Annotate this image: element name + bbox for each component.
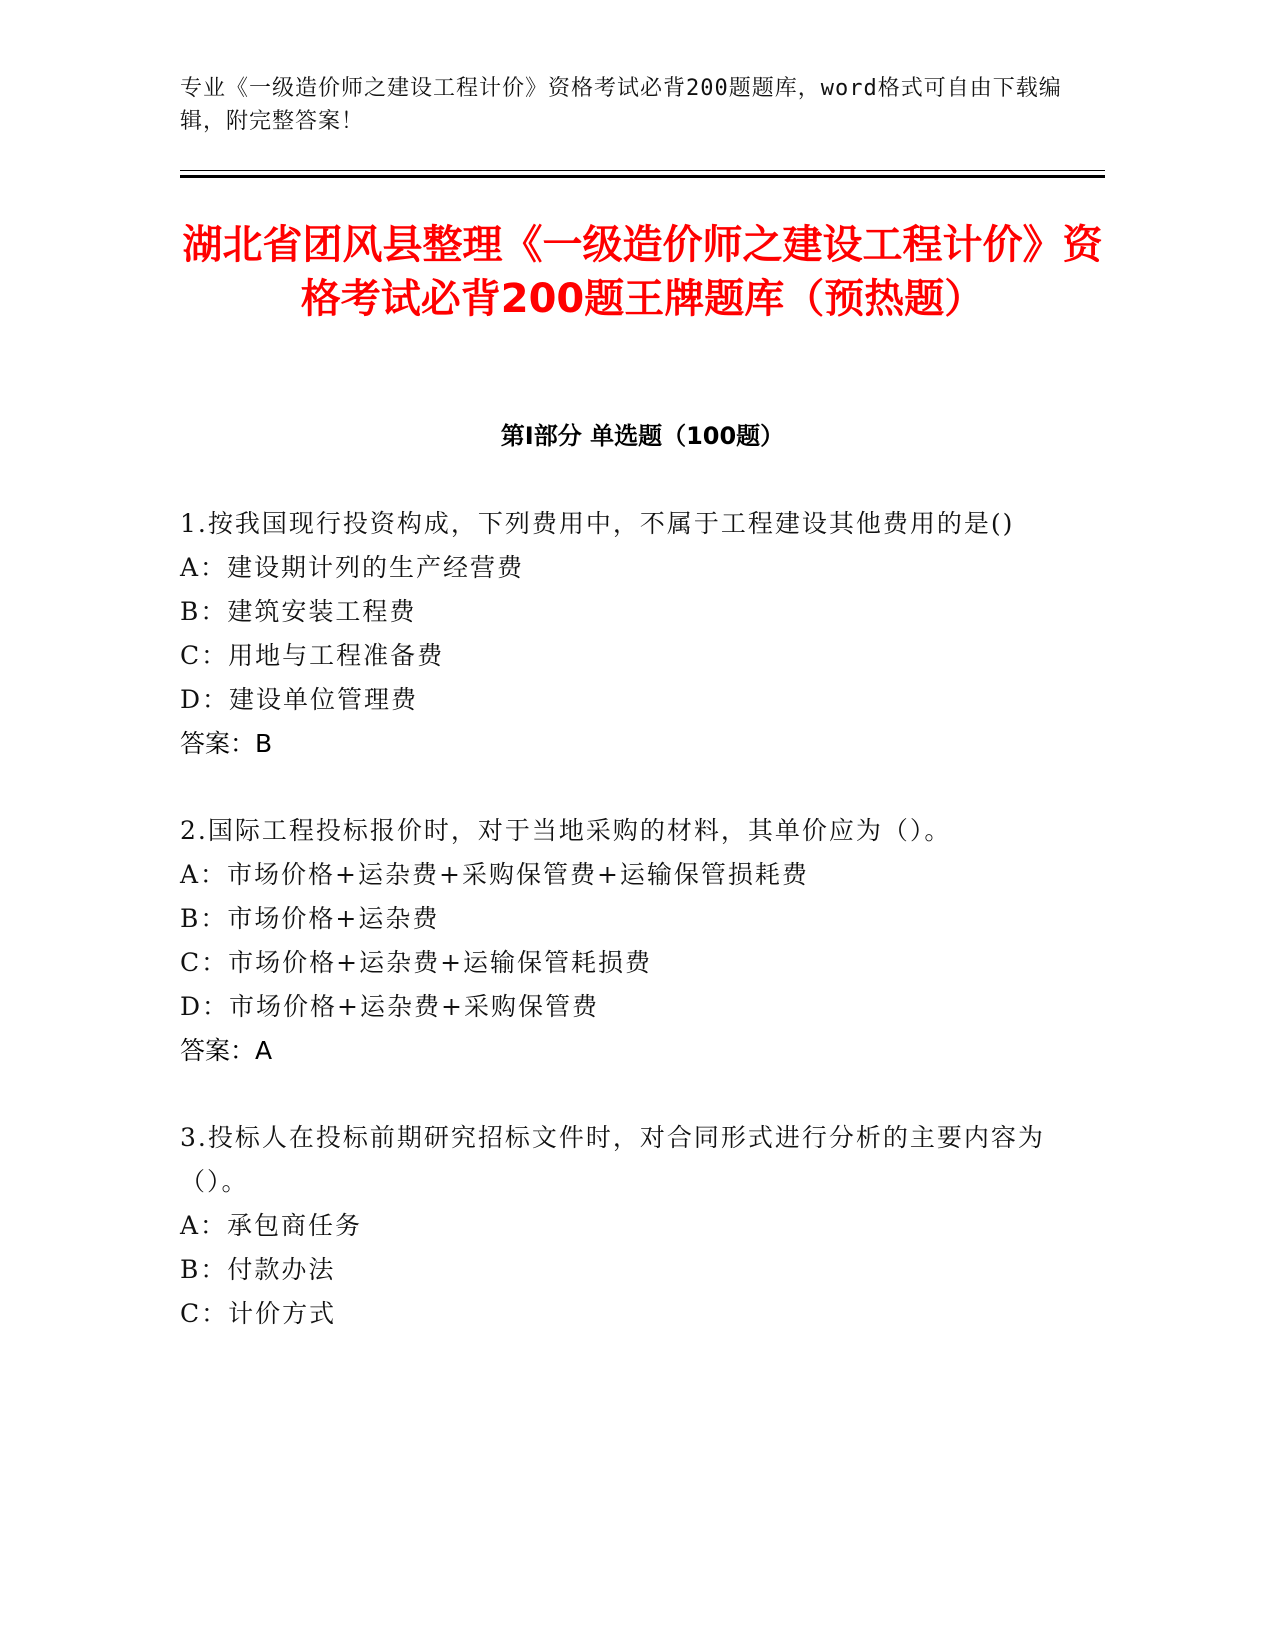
section-title: 第Ⅰ部分 单选题（100题） [500, 422, 785, 450]
question-1 [180, 502, 1105, 766]
header-divider-thin [180, 170, 1105, 171]
question-stem: 2.国际工程投标报价时，对于当地采购的材料，其单价应为（）。 [180, 816, 952, 845]
answer: 答案：B [180, 729, 273, 758]
document-title: 湖北省团风县整理《一级造价师之建设工程计价》资格考试必背200题王牌题库（预热题） [182, 222, 1103, 322]
option-d: D：市场价格+运杂费+采购保管费 [180, 992, 599, 1021]
option-c: C：市场价格+运杂费+运输保管耗损费 [180, 948, 653, 977]
option-b: B：建筑安装工程费 [180, 597, 417, 626]
option-b: B：市场价格+运杂费 [180, 904, 440, 933]
option-a: A：市场价格+运杂费+采购保管费+运输保管损耗费 [180, 860, 809, 889]
option-d: D：建设单位管理费 [180, 685, 419, 714]
option-a: A：建设期计列的生产经营费 [180, 553, 525, 582]
question-list [180, 502, 1105, 1379]
option-c: C：用地与工程准备费 [180, 641, 445, 670]
answer: 答案：A [180, 1036, 273, 1065]
option-c: C：计价方式 [180, 1299, 337, 1328]
option-b: B：付款办法 [180, 1255, 336, 1284]
header-note: 专业《一级造价师之建设工程计价》资格考试必背200题题库，word格式可自由下载编辑，附完整答案！ [180, 76, 1062, 134]
question-2 [180, 809, 1105, 1073]
header-divider-thick [180, 175, 1105, 178]
question-stem: 1.按我国现行投资构成，下列费用中，不属于工程建设其他费用的是() [180, 509, 1015, 538]
question-3 [180, 1116, 1105, 1336]
option-a: A：承包商任务 [180, 1211, 363, 1240]
question-stem: 3.投标人在投标前期研究招标文件时，对合同形式进行分析的主要内容为（）。 [180, 1123, 1045, 1196]
